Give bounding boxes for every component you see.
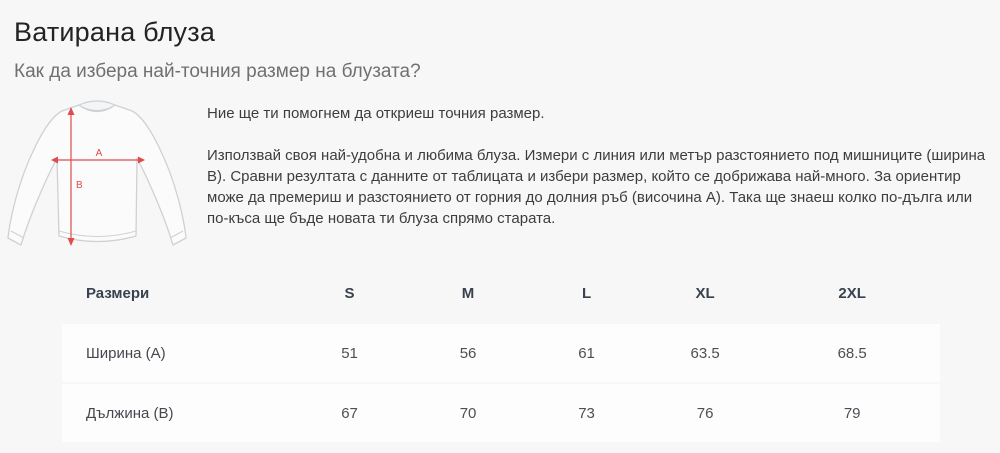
section-subtitle: Как да избера най-точния размер на блузата? xyxy=(14,61,421,82)
size-value-cell: 67 xyxy=(341,404,358,422)
shirt-illustration xyxy=(5,98,195,258)
width-arrow-label: A xyxy=(95,148,103,159)
size-column-header-xl: XL xyxy=(695,284,715,302)
shirt-outline xyxy=(8,105,186,245)
table-row-width xyxy=(62,324,940,382)
size-table-title: Размери xyxy=(86,284,150,302)
size-value-cell: 61 xyxy=(578,344,595,362)
size-value-cell: 63.5 xyxy=(690,344,720,362)
size-value-cell: 76 xyxy=(696,404,714,422)
size-table-header-row xyxy=(62,264,940,322)
size-table xyxy=(62,262,940,444)
length-arrow-label: B xyxy=(76,180,83,191)
size-column-header-2xl: 2XL xyxy=(838,284,866,302)
table-row-length xyxy=(62,384,940,442)
page-title: Ватирана блуза xyxy=(14,17,216,47)
measurement-row-label: Ширина (А) xyxy=(86,344,166,362)
shirt-size-diagram xyxy=(5,98,195,258)
size-value-cell: 79 xyxy=(843,404,861,422)
size-value-cell: 51 xyxy=(341,344,358,362)
guide-intro-paragraph: Ние ще ти помогнем да откриеш точния размер. xyxy=(207,105,545,122)
size-guide-text xyxy=(207,103,995,229)
size-column-header-m: M xyxy=(461,284,475,302)
size-column-header-s: S xyxy=(344,284,355,302)
size-value-cell: 73 xyxy=(578,404,595,422)
measurement-row-label: Дължина (В) xyxy=(86,404,174,422)
size-value-cell: 56 xyxy=(459,344,477,362)
size-value-cell: 68.5 xyxy=(837,344,867,362)
size-column-header-l: L xyxy=(581,284,592,302)
size-value-cell: 70 xyxy=(459,404,477,422)
guide-instructions-paragraph: Използвай своя най-удобна и любима блуза. Измери с линия или метър разстоянието под мишниците (ширина В). Сравни резултата с данните от таблицата и избери размер, който се добрижава най-много. За ориентир може да премериш и разстоянието от горния до долния ръб (височина А). Така ще знаеш колко по-дълга или по-къса ще бъде новата ти блуза спрямо старата. xyxy=(207,147,986,227)
